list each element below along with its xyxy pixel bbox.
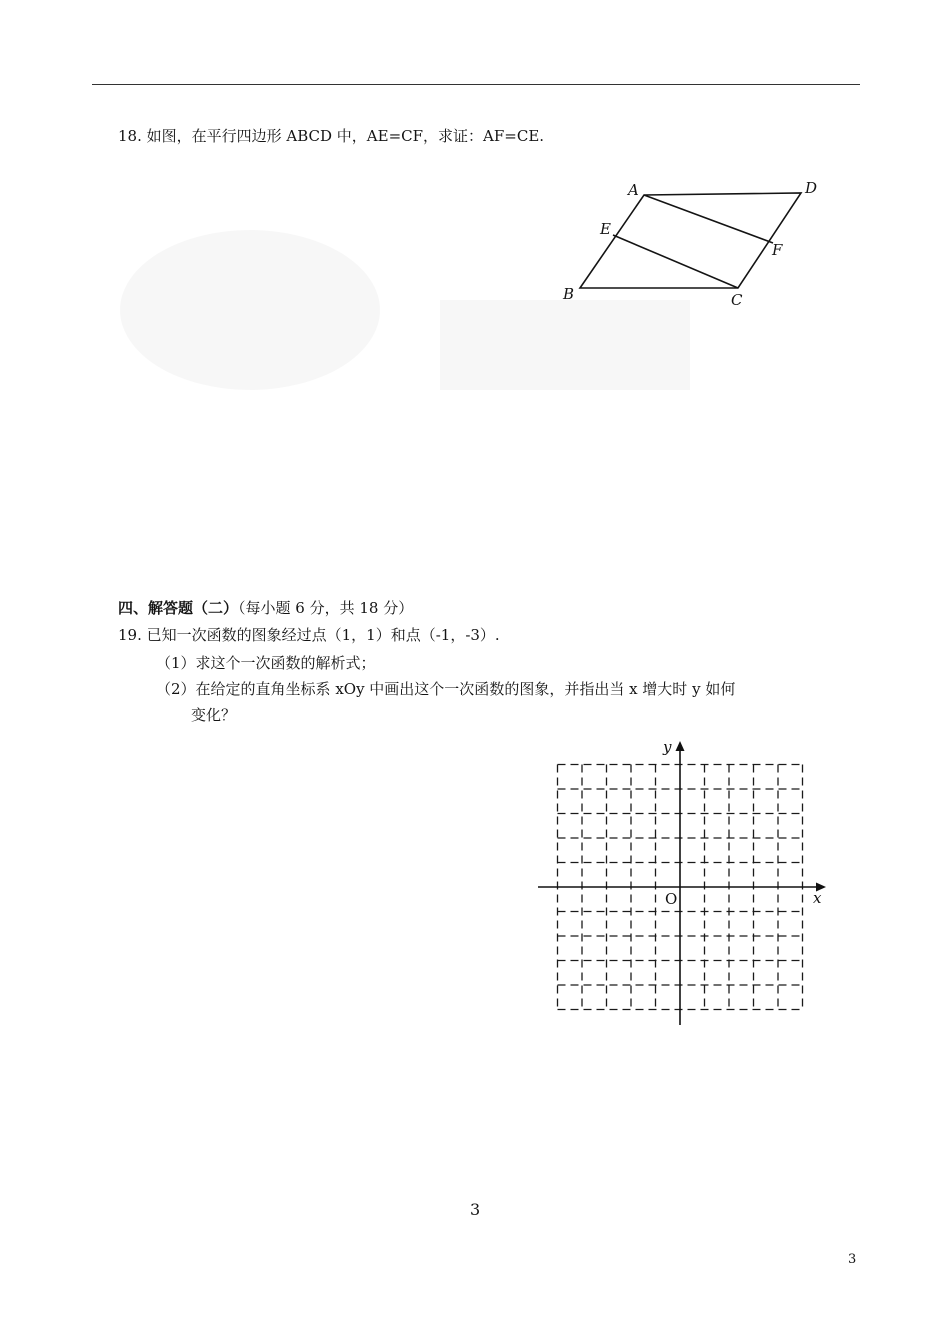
problem-19-part-2-continued: 变化？ [191, 706, 237, 724]
vertex-label-a: A [628, 181, 639, 199]
corner-page-number: 3 [848, 1252, 857, 1267]
axes [538, 741, 826, 1025]
problem-19-part-2: （2）在给定的直角坐标系 xOy 中画出这个一次函数的图象，并指出当 x 增大时 y 如何 [156, 680, 736, 698]
problem-18-text: 18. 如图，在平行四边形 ABCD 中，AE=CF，求证：AF=CE. [118, 127, 545, 145]
vertex-label-c: C [731, 291, 743, 309]
vertex-label-b: B [563, 285, 575, 303]
section-note: （每小题 6 分，共 18 分） [238, 599, 414, 617]
y-axis-arrow [676, 741, 685, 751]
problem-19-stem: 19. 已知一次函数的图象经过点（1，1）和点（-1，-3）. [118, 626, 500, 644]
bleed-through-shadow [120, 230, 380, 390]
origin-label: O [665, 890, 678, 908]
x-axis-label: x [813, 889, 822, 907]
section-title: 四、解答题（二） [118, 599, 239, 617]
top-rule [92, 84, 860, 85]
vertex-label-d: D [805, 179, 818, 197]
vertex-label-e: E [600, 220, 611, 238]
segment-af [644, 195, 773, 243]
page-number: 3 [470, 1200, 481, 1219]
parallelogram-figure [560, 175, 820, 310]
y-axis-label: y [663, 738, 672, 756]
coordinate-grid [530, 735, 840, 1030]
bleed-through-shadow [440, 300, 690, 390]
problem-19-part-1: （1）求这个一次函数的解析式； [156, 654, 376, 672]
section-heading [118, 598, 413, 618]
segment-ec [613, 235, 738, 288]
vertex-label-f: F [772, 241, 783, 259]
